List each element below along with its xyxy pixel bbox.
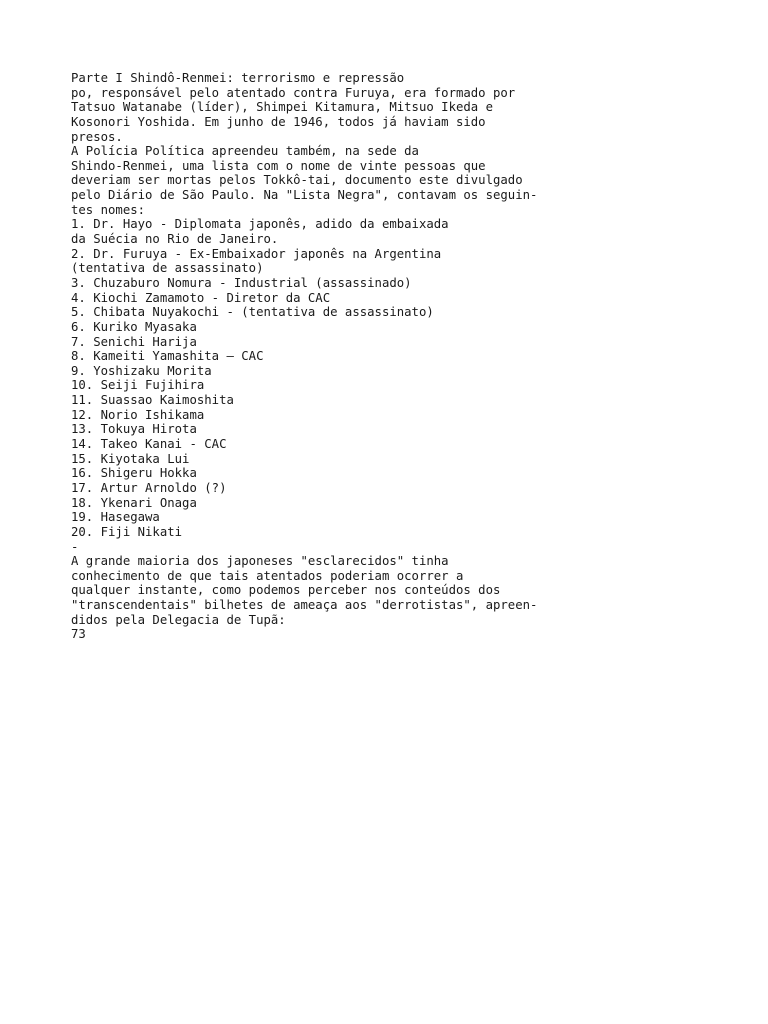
- list-item: 5. Chibata Nuyakochi - (tentativa de assassinato): [71, 305, 434, 320]
- list-item: 16. Shigeru Hokka: [71, 466, 197, 481]
- text-line: A grande maioria dos japoneses "esclarecidos" tinha: [71, 554, 449, 569]
- text-line: po, responsável pelo atentado contra Furuya, era formado por: [71, 85, 516, 100]
- text-line: qualquer instante, como podemos perceber nos conteúdos dos: [71, 583, 501, 598]
- text-line: A Polícia Política apreendeu também, na sede da: [71, 144, 419, 159]
- list-item: 2. Dr. Furuya - Ex-Embaixador japonês na Argentina: [71, 246, 442, 261]
- list-item: 17. Artur Arnoldo (?): [71, 480, 227, 495]
- list-item: 3. Chuzaburo Nomura - Industrial (assassinado): [71, 275, 412, 290]
- text-line: conhecimento de que tais atentados poderiam ocorrer a: [71, 568, 464, 583]
- list-item: (tentativa de assassinato): [71, 261, 264, 276]
- list-item: 13. Tokuya Hirota: [71, 422, 197, 437]
- list-item: 18. Ykenari Onaga: [71, 495, 197, 510]
- text-line: tes nomes:: [71, 202, 146, 217]
- list-item: 19. Hasegawa: [71, 510, 160, 525]
- list-item: 4. Kiochi Zamamoto - Diretor da CAC: [71, 290, 331, 305]
- text-line: "transcendentais" bilhetes de ameaça aos "derrotistas", apreen-: [71, 598, 538, 613]
- list-item: 9. Yoshizaku Morita: [71, 363, 212, 378]
- list-item: 11. Suassao Kaimoshita: [71, 393, 234, 408]
- separator-dash: -: [71, 539, 79, 554]
- list-item: 8. Kameiti Yamashita – CAC: [71, 349, 264, 364]
- page-number: 73: [71, 627, 86, 642]
- document-page: [71, 71, 751, 642]
- text-line: deveriam ser mortas pelos Tokkô-tai, documento este divulgado: [71, 173, 523, 188]
- list-item: 20. Fiji Nikati: [71, 524, 183, 539]
- text-line: pelo Diário de São Paulo. Na "Lista Negra", contavam os seguin-: [71, 188, 538, 203]
- list-item: 12. Norio Ishikama: [71, 407, 205, 422]
- text-line: Kosonori Yoshida. Em junho de 1946, todos já haviam sido: [71, 114, 486, 129]
- list-item: 14. Takeo Kanai - CAC: [71, 437, 227, 452]
- list-item: 15. Kiyotaka Lui: [71, 451, 190, 466]
- text-line: didos pela Delegacia de Tupã:: [71, 612, 286, 627]
- list-item: 10. Seiji Fujihira: [71, 378, 205, 393]
- running-header: Parte I Shindô-Renmei: terrorismo e repressão: [71, 71, 405, 85]
- text-line: Tatsuo Watanabe (líder), Shimpei Kitamura, Mitsuo Ikeda e: [71, 100, 493, 115]
- text-line: presos.: [71, 129, 123, 144]
- list-item: 6. Kuriko Myasaka: [71, 319, 197, 334]
- list-item: 1. Dr. Hayo - Diplomata japonês, adido da embaixada: [71, 217, 449, 232]
- list-item: da Suécia no Rio de Janeiro.: [71, 232, 279, 247]
- list-item: 7. Senichi Harija: [71, 334, 197, 349]
- text-line: Shindo-Renmei, uma lista com o nome de vinte pessoas que: [71, 158, 486, 173]
